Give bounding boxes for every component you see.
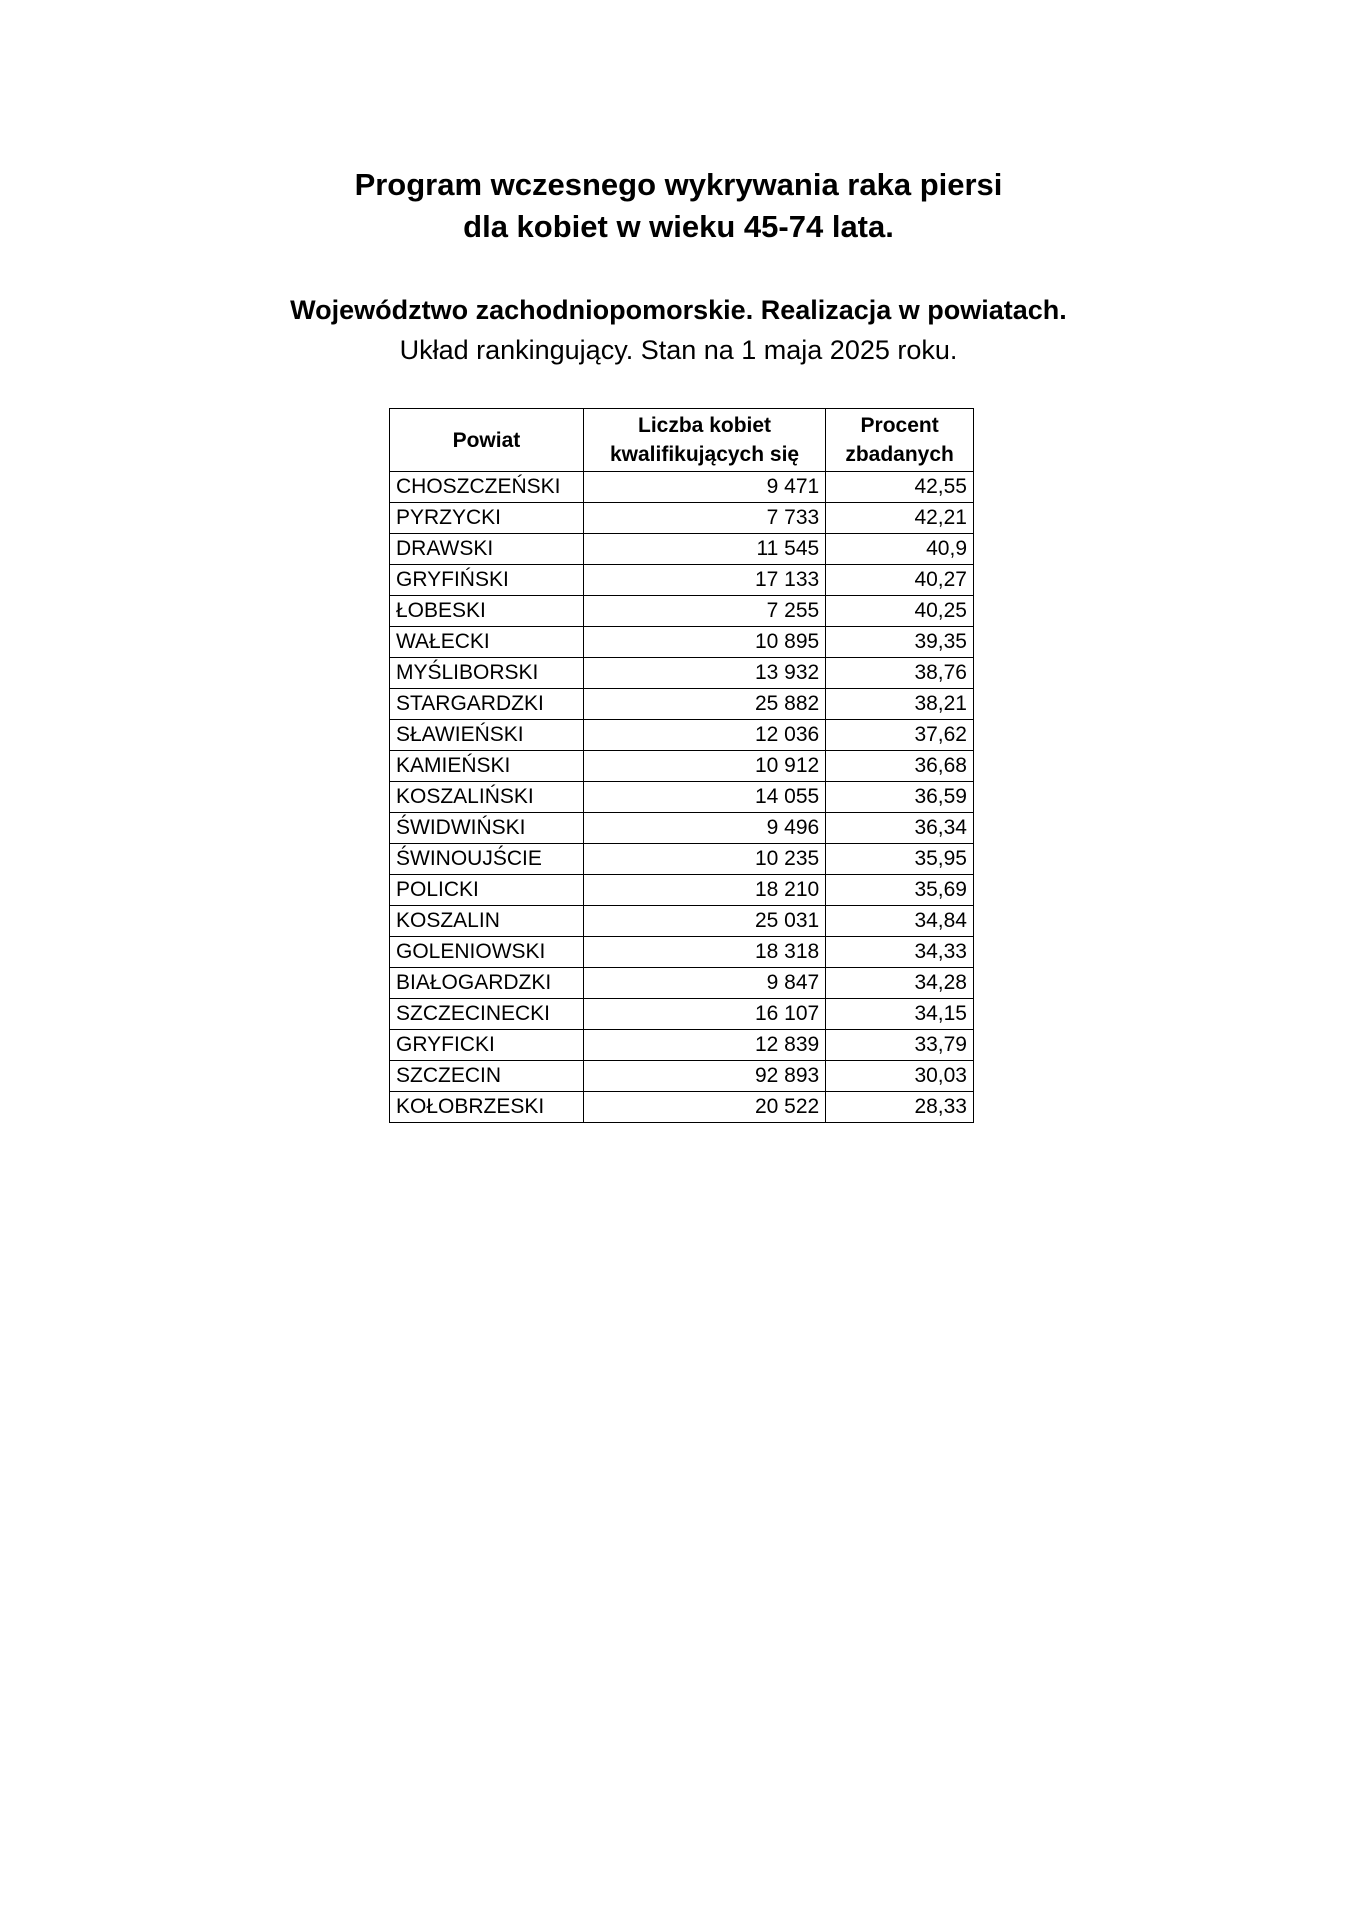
cell-procent-zbadanych: 40,25 bbox=[826, 596, 974, 627]
cell-procent-zbadanych: 33,79 bbox=[826, 1030, 974, 1061]
cell-procent-zbadanych: 34,15 bbox=[826, 999, 974, 1030]
header-liczba-kobiet bbox=[583, 409, 825, 472]
cell-powiat: ŚWINOUJŚCIE bbox=[390, 844, 584, 875]
table-row bbox=[390, 565, 974, 596]
cell-liczba-kobiet: 25 882 bbox=[583, 689, 825, 720]
cell-liczba-kobiet: 7 255 bbox=[583, 596, 825, 627]
cell-procent-zbadanych: 42,55 bbox=[826, 472, 974, 503]
cell-procent-zbadanych: 37,62 bbox=[826, 720, 974, 751]
cell-procent-zbadanych: 34,33 bbox=[826, 937, 974, 968]
header-liczba-line-2: kwalifikujących się bbox=[609, 443, 800, 466]
table-body bbox=[390, 472, 974, 1123]
table-row bbox=[390, 782, 974, 813]
header-liczba-line-1: Liczba kobiet bbox=[638, 414, 772, 437]
table-row bbox=[390, 689, 974, 720]
cell-liczba-kobiet: 16 107 bbox=[583, 999, 825, 1030]
table-row bbox=[390, 751, 974, 782]
cell-powiat: MYŚLIBORSKI bbox=[390, 658, 584, 689]
cell-procent-zbadanych: 39,35 bbox=[826, 627, 974, 658]
cell-powiat: PYRZYCKI bbox=[390, 503, 584, 534]
cell-powiat: KOSZALIN bbox=[390, 906, 584, 937]
report-subtitle: Układ rankingujący. Stan na 1 maja 2025 roku. bbox=[399, 335, 958, 365]
header-procent bbox=[826, 409, 974, 472]
cell-powiat: BIAŁOGARDZKI bbox=[390, 968, 584, 999]
table-row bbox=[390, 627, 974, 658]
cell-procent-zbadanych: 40,9 bbox=[826, 534, 974, 565]
cell-procent-zbadanych: 42,21 bbox=[826, 503, 974, 534]
cell-powiat: CHOSZCZEŃSKI bbox=[390, 472, 584, 503]
table-row bbox=[390, 472, 974, 503]
cell-procent-zbadanych: 34,28 bbox=[826, 968, 974, 999]
cell-powiat: SZCZECIN bbox=[390, 1061, 584, 1092]
table-header bbox=[390, 409, 974, 472]
table-row bbox=[390, 844, 974, 875]
table-row bbox=[390, 1061, 974, 1092]
region-heading: Województwo zachodniopomorskie. Realizacja w powiatach. bbox=[290, 295, 1067, 325]
cell-powiat: KOSZALIŃSKI bbox=[390, 782, 584, 813]
header-procent-line-1: Procent bbox=[860, 414, 939, 437]
table-row bbox=[390, 720, 974, 751]
cell-powiat: ŚWIDWIŃSKI bbox=[390, 813, 584, 844]
cell-liczba-kobiet: 7 733 bbox=[583, 503, 825, 534]
cell-powiat: WAŁECKI bbox=[390, 627, 584, 658]
cell-liczba-kobiet: 18 318 bbox=[583, 937, 825, 968]
cell-procent-zbadanych: 38,76 bbox=[826, 658, 974, 689]
table-row bbox=[390, 658, 974, 689]
cell-liczba-kobiet: 9 471 bbox=[583, 472, 825, 503]
table-row bbox=[390, 534, 974, 565]
cell-liczba-kobiet: 13 932 bbox=[583, 658, 825, 689]
document-title bbox=[0, 164, 1357, 248]
cell-procent-zbadanych: 30,03 bbox=[826, 1061, 974, 1092]
cell-procent-zbadanych: 35,69 bbox=[826, 875, 974, 906]
cell-powiat: SZCZECINECKI bbox=[390, 999, 584, 1030]
cell-powiat: STARGARDZKI bbox=[390, 689, 584, 720]
cell-liczba-kobiet: 12 036 bbox=[583, 720, 825, 751]
table-header-row bbox=[390, 409, 974, 472]
cell-liczba-kobiet: 14 055 bbox=[583, 782, 825, 813]
cell-liczba-kobiet: 10 235 bbox=[583, 844, 825, 875]
cell-liczba-kobiet: 92 893 bbox=[583, 1061, 825, 1092]
cell-powiat: POLICKI bbox=[390, 875, 584, 906]
table-row bbox=[390, 906, 974, 937]
cell-powiat: GRYFICKI bbox=[390, 1030, 584, 1061]
cell-procent-zbadanych: 40,27 bbox=[826, 565, 974, 596]
cell-liczba-kobiet: 20 522 bbox=[583, 1092, 825, 1123]
cell-liczba-kobiet: 11 545 bbox=[583, 534, 825, 565]
cell-procent-zbadanych: 36,59 bbox=[826, 782, 974, 813]
cell-powiat: ŁOBESKI bbox=[390, 596, 584, 627]
header-procent-line-2: zbadanych bbox=[845, 443, 954, 466]
cell-procent-zbadanych: 34,84 bbox=[826, 906, 974, 937]
table-row bbox=[390, 999, 974, 1030]
table-row bbox=[390, 968, 974, 999]
table-row bbox=[390, 596, 974, 627]
cell-liczba-kobiet: 9 496 bbox=[583, 813, 825, 844]
cell-liczba-kobiet: 18 210 bbox=[583, 875, 825, 906]
cell-liczba-kobiet: 9 847 bbox=[583, 968, 825, 999]
cell-liczba-kobiet: 10 912 bbox=[583, 751, 825, 782]
header-powiat bbox=[390, 409, 584, 472]
cell-liczba-kobiet: 10 895 bbox=[583, 627, 825, 658]
table-row bbox=[390, 1030, 974, 1061]
cell-procent-zbadanych: 38,21 bbox=[826, 689, 974, 720]
cell-powiat: DRAWSKI bbox=[390, 534, 584, 565]
table-row bbox=[390, 875, 974, 906]
cell-liczba-kobiet: 17 133 bbox=[583, 565, 825, 596]
cell-liczba-kobiet: 25 031 bbox=[583, 906, 825, 937]
header-powiat-label: Powiat bbox=[452, 428, 521, 452]
cell-procent-zbadanych: 36,68 bbox=[826, 751, 974, 782]
table-row bbox=[390, 503, 974, 534]
cell-procent-zbadanych: 35,95 bbox=[826, 844, 974, 875]
cell-powiat: SŁAWIEŃSKI bbox=[390, 720, 584, 751]
table-row bbox=[390, 1092, 974, 1123]
title-line-1: Program wczesnego wykrywania raka piersi bbox=[354, 167, 1003, 202]
cell-procent-zbadanych: 28,33 bbox=[826, 1092, 974, 1123]
title-line-2: dla kobiet w wieku 45-74 lata. bbox=[463, 209, 894, 244]
table-row bbox=[390, 813, 974, 844]
cell-powiat: KOŁOBRZESKI bbox=[390, 1092, 584, 1123]
cell-liczba-kobiet: 12 839 bbox=[583, 1030, 825, 1061]
cell-powiat: KAMIEŃSKI bbox=[390, 751, 584, 782]
table-row bbox=[390, 937, 974, 968]
ranking-table bbox=[389, 408, 974, 1123]
cell-powiat: GRYFIŃSKI bbox=[390, 565, 584, 596]
cell-powiat: GOLENIOWSKI bbox=[390, 937, 584, 968]
cell-procent-zbadanych: 36,34 bbox=[826, 813, 974, 844]
